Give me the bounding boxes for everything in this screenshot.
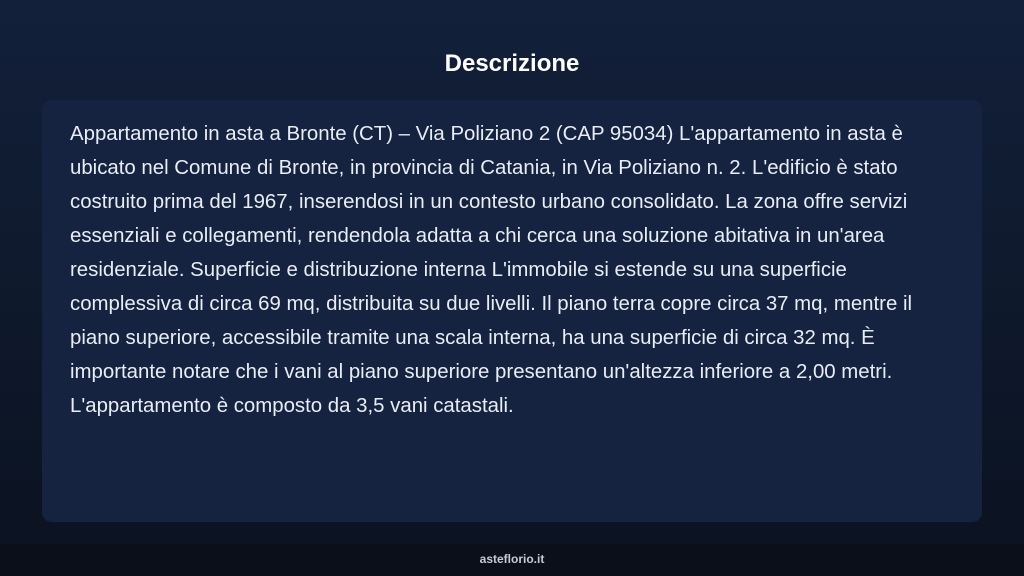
description-text: Appartamento in asta a Bronte (CT) – Via Poliziano 2 (CAP 95034) L'appartamento in asta è ubicato nel Comune di Bronte, in provincia di Catania, in Via Poliziano n. 2. L'edificio è stato costruito prima del 1967, inserendosi in un contesto urbano consolidato. La zona offre servizi essenziali e collegamenti, rendendola adatta a chi cerca una soluzione abitativa in un'area residenziale. Superficie e distribuzione interna L'immobile si estende su una superficie complessiva di circa 69 mq, distribuita su due livelli. Il piano terra copre circa 37 mq, mentre il piano superiore, accessibile tramite una scala interna, ha una superficie di circa 32 mq. È importante notare che i vani al piano superiore presentano un'altezza inferiore a 2,00 metri. L'appartamento è composto da 3,5 vani catastali. xyxy=(70,123,913,417)
page-title: Descrizione xyxy=(444,50,580,77)
description-card xyxy=(42,100,982,522)
footer-bar xyxy=(0,544,1024,576)
footer-site-link[interactable]: asteflorio.it xyxy=(479,552,545,566)
